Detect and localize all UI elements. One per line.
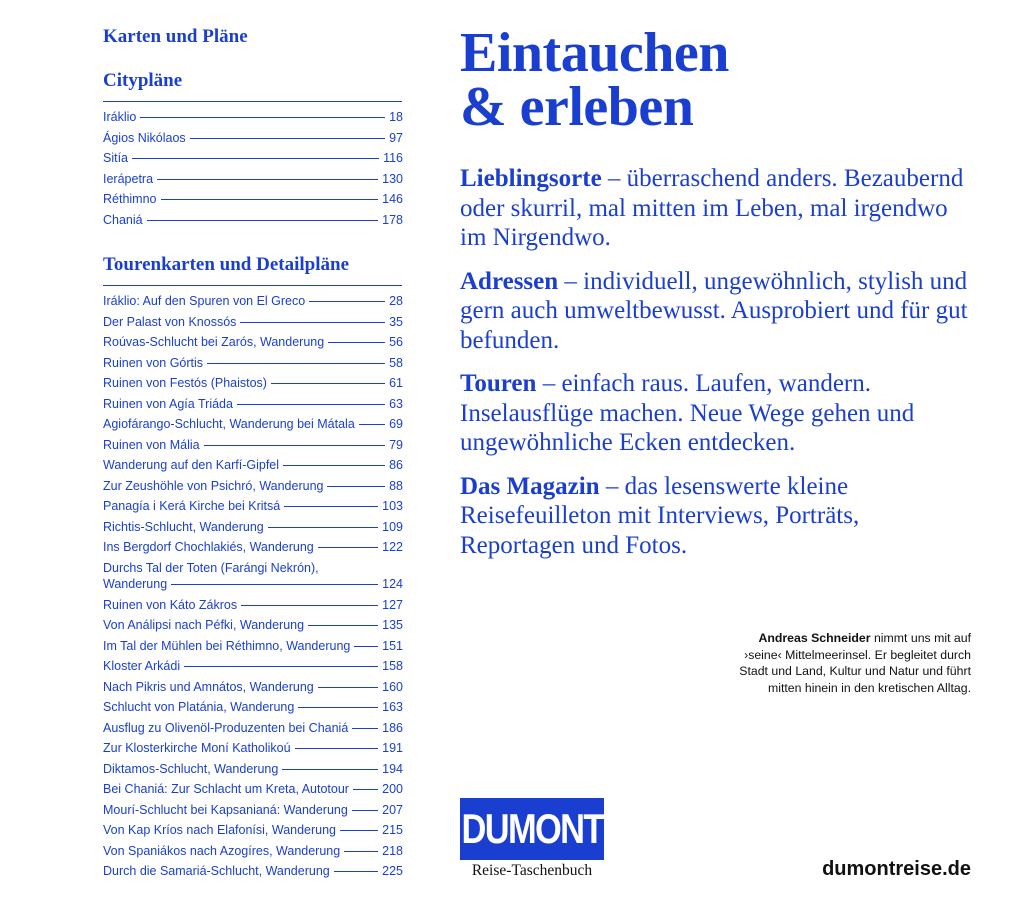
toc-page-number: 103 bbox=[382, 499, 403, 513]
toc-leader bbox=[328, 342, 385, 343]
toc-entry bbox=[103, 738, 403, 759]
toc-page-number: 58 bbox=[389, 355, 403, 370]
feature-list bbox=[460, 164, 980, 560]
toc-page-number: 79 bbox=[389, 437, 403, 452]
table-of-contents bbox=[103, 24, 403, 882]
toc-entry bbox=[103, 656, 403, 677]
toc-entry bbox=[103, 148, 403, 169]
maps-section-title: Karten und Pläne bbox=[103, 26, 248, 47]
toc-leader bbox=[318, 687, 378, 688]
toc-page-number: 151 bbox=[382, 638, 403, 653]
toc-page-number: 28 bbox=[389, 294, 403, 308]
toc-leader bbox=[359, 424, 385, 425]
feature-term: Das Magazin bbox=[460, 472, 600, 500]
toc-entry-title: Mourí-Schlucht bei Kapsanianá: Wanderung bbox=[103, 802, 348, 817]
toc-page-number: 88 bbox=[389, 478, 403, 493]
feature-term: Lieblingsorte bbox=[460, 165, 602, 192]
toc-entry-title: Ruinen von Festós (Phaistos) bbox=[103, 376, 267, 390]
toc-page-number: 215 bbox=[382, 823, 403, 837]
toc-entry bbox=[103, 636, 403, 657]
toc-entry-title: Sitía bbox=[103, 151, 129, 165]
toc-leader bbox=[282, 769, 378, 770]
feature-paragraph bbox=[460, 267, 980, 356]
toc-entry bbox=[103, 800, 403, 821]
toc-leader bbox=[327, 486, 385, 487]
toc-leader bbox=[334, 871, 378, 872]
feature-paragraph bbox=[460, 164, 980, 253]
toc-entry-title: Chaniá bbox=[103, 212, 143, 227]
toc-entry bbox=[103, 394, 403, 415]
toc-entry bbox=[103, 353, 403, 374]
toc-entry-title: Richtis-Schlucht, Wanderung bbox=[103, 519, 264, 534]
toc-page-number: 61 bbox=[389, 376, 403, 390]
toc-entry bbox=[103, 435, 403, 456]
toc-page-number: 160 bbox=[382, 679, 403, 694]
toc-entry bbox=[103, 496, 403, 517]
toc-entry bbox=[103, 677, 403, 698]
toc-entry-title: Diktamos-Schlucht, Wanderung bbox=[103, 761, 279, 776]
toc-leader bbox=[271, 383, 385, 384]
toc-leader bbox=[204, 445, 386, 446]
toc-entry bbox=[103, 107, 403, 128]
toc-entry bbox=[103, 537, 403, 558]
toc-leader bbox=[295, 748, 379, 749]
toc-entry bbox=[103, 169, 403, 190]
dumont-logo bbox=[460, 798, 604, 882]
toc-page-number: 207 bbox=[382, 802, 403, 817]
feature-paragraph bbox=[460, 472, 980, 561]
toc-leader bbox=[140, 117, 385, 118]
city-maps-rule bbox=[103, 101, 402, 102]
toc-entry-title: Zur Zeushöhle von Psichró, Wanderung bbox=[103, 478, 324, 493]
toc-entry-row bbox=[103, 576, 403, 593]
toc-page-number: 178 bbox=[382, 212, 403, 227]
tour-maps-list bbox=[103, 291, 403, 882]
series-name: Reise-Taschenbuch bbox=[471, 862, 593, 879]
toc-entry bbox=[103, 476, 403, 497]
toc-leader bbox=[171, 584, 378, 585]
toc-page-number: 200 bbox=[382, 782, 403, 796]
toc-entry bbox=[103, 414, 403, 435]
toc-entry-title: Nach Pikris und Amnátos, Wanderung bbox=[103, 679, 314, 694]
toc-entry bbox=[103, 189, 403, 210]
toc-entry-title: Ruinen von Mália bbox=[103, 437, 200, 452]
toc-entry bbox=[103, 312, 403, 333]
toc-leader bbox=[132, 158, 379, 159]
city-maps-list bbox=[103, 107, 403, 230]
toc-entry-title: Ruinen von Káto Zákros bbox=[103, 597, 238, 612]
toc-page-number: 124 bbox=[382, 577, 403, 591]
toc-leader bbox=[308, 625, 378, 626]
toc-page-number: 86 bbox=[389, 458, 403, 472]
logo-wordmark: DUMONT bbox=[461, 805, 603, 852]
toc-entry bbox=[103, 615, 403, 636]
toc-entry-title: Von Análipsi nach Péfki, Wanderung bbox=[103, 618, 305, 632]
toc-entry-title: Iráklio: Auf den Spuren von El Greco bbox=[103, 294, 306, 308]
toc-page-number: 109 bbox=[382, 519, 403, 534]
toc-leader bbox=[184, 666, 378, 667]
feature-paragraph bbox=[460, 369, 980, 458]
toc-entry bbox=[103, 558, 403, 595]
toc-page-number: 194 bbox=[382, 761, 403, 776]
toc-entry-title: Ruinen von Górtis bbox=[103, 355, 204, 370]
toc-page-number: 218 bbox=[382, 843, 403, 858]
toc-entry-title: Durchs Tal der Toten (Farángi Nekrón), bbox=[103, 560, 319, 575]
toc-page-number: 127 bbox=[382, 597, 403, 612]
toc-leader bbox=[237, 404, 385, 405]
toc-entry-title: Agiofárango-Schlucht, Wanderung bei Mátala bbox=[103, 417, 355, 431]
toc-entry-title: Im Tal der Mühlen bei Réthimno, Wanderung bbox=[103, 638, 351, 653]
toc-page-number: 116 bbox=[383, 151, 403, 165]
toc-entry-title: Ágios Nikólaos bbox=[103, 130, 186, 145]
tour-maps-heading: Tourenkarten und Detailpläne bbox=[103, 254, 349, 275]
toc-entry bbox=[103, 455, 403, 476]
toc-leader bbox=[284, 506, 378, 507]
toc-page-number: 191 bbox=[382, 741, 403, 755]
toc-entry bbox=[103, 595, 403, 616]
toc-page-number: 186 bbox=[382, 720, 403, 735]
toc-page-number: 63 bbox=[389, 396, 403, 411]
toc-entry-title: Ierápetra bbox=[103, 171, 154, 186]
toc-leader bbox=[157, 179, 378, 180]
toc-entry bbox=[103, 718, 403, 739]
feature-term: Adressen bbox=[460, 267, 559, 295]
toc-leader bbox=[340, 830, 378, 831]
feature-text: – überraschend anders. Bezaubernd oder skurril, mal mitten im Leben, mal irgendwo im Nirgendwo. bbox=[460, 165, 964, 251]
toc-entry-title: Panagía i Kerá Kirche bei Kritsá bbox=[103, 499, 281, 513]
toc-entry bbox=[103, 291, 403, 312]
toc-leader bbox=[318, 547, 378, 548]
toc-entry bbox=[103, 779, 403, 800]
toc-entry bbox=[103, 759, 403, 780]
toc-page-number: 97 bbox=[389, 130, 403, 145]
toc-page-number: 35 bbox=[389, 314, 403, 329]
toc-leader bbox=[161, 199, 379, 200]
toc-page-number: 135 bbox=[382, 618, 403, 632]
toc-entry bbox=[103, 841, 403, 862]
website-url: dumontreise.de bbox=[822, 858, 971, 880]
toc-entry-title: Schlucht von Platánia, Wanderung bbox=[103, 700, 295, 714]
promo-headline bbox=[460, 22, 980, 138]
toc-entry-title: Kloster Arkádi bbox=[103, 659, 181, 673]
toc-entry bbox=[103, 697, 403, 718]
toc-entry bbox=[103, 332, 403, 353]
tour-maps-rule bbox=[103, 285, 402, 286]
toc-leader bbox=[241, 605, 378, 606]
toc-entry-title: Ausflug zu Olivenöl-Produzenten bei Chaniá bbox=[103, 720, 349, 735]
logo-box bbox=[460, 798, 604, 860]
toc-page-number: 158 bbox=[382, 659, 403, 673]
feature-text: – das lesenswerte kleine Reisefeuilleton mit Interviews, Porträts, Reportagen und Fotos. bbox=[460, 472, 860, 559]
toc-entry-title: Réthimno bbox=[103, 192, 157, 206]
feature-text: – einfach raus. Laufen, wandern. Inselausflüge machen. Neue Wege gehen und ungewöhnliche Ecken entdecken. bbox=[460, 370, 915, 456]
toc-entry-title: Durch die Samariá-Schlucht, Wanderung bbox=[103, 864, 330, 878]
toc-page-number: 163 bbox=[382, 700, 403, 714]
toc-leader bbox=[352, 728, 378, 729]
toc-entry-title: Roúvas-Schlucht bei Zarós, Wanderung bbox=[103, 335, 325, 349]
toc-leader bbox=[298, 707, 378, 708]
toc-entry bbox=[103, 373, 403, 394]
toc-leader bbox=[207, 363, 385, 364]
toc-leader bbox=[352, 810, 378, 811]
author-blurb bbox=[731, 630, 971, 696]
toc-entry-title: Bei Chaniá: Zur Schlacht um Kreta, Autotour bbox=[103, 782, 349, 796]
feature-term: Touren bbox=[460, 370, 537, 397]
headline-line-2: & erleben bbox=[460, 76, 694, 138]
toc-entry bbox=[103, 861, 403, 882]
toc-leader bbox=[240, 322, 385, 323]
city-maps-heading: Citypläne bbox=[103, 70, 183, 91]
toc-leader bbox=[147, 220, 379, 221]
toc-entry-title: Ins Bergdorf Chochlakiés, Wanderung bbox=[103, 540, 314, 554]
toc-page-number: 69 bbox=[389, 417, 403, 431]
toc-entry-title: Von Kap Kríos nach Elafonísi, Wanderung bbox=[103, 823, 337, 837]
toc-page-number: 18 bbox=[389, 110, 403, 124]
toc-entry-title-cont: Wanderung bbox=[103, 577, 168, 591]
toc-page-number: 130 bbox=[382, 171, 403, 186]
toc-leader bbox=[190, 138, 385, 139]
promo-panel bbox=[460, 22, 980, 560]
toc-leader bbox=[283, 465, 385, 466]
author-text: nimmt uns mit auf ›seine‹ Mittelmeerinsel. Er begleitet durch Stadt und Land, Kultur und Natur und führt mitten hinein in den kretischen Alltag. bbox=[739, 631, 971, 695]
toc-entry-title: Iráklio bbox=[103, 110, 137, 124]
toc-entry bbox=[103, 820, 403, 841]
toc-entry bbox=[103, 210, 403, 231]
toc-entry bbox=[103, 517, 403, 538]
toc-leader bbox=[268, 527, 378, 528]
toc-leader bbox=[344, 851, 378, 852]
toc-page-number: 56 bbox=[389, 335, 403, 349]
author-name: Andreas Schneider bbox=[758, 631, 871, 645]
toc-entry-title: Der Palast von Knossós bbox=[103, 314, 237, 329]
toc-leader bbox=[354, 646, 378, 647]
toc-page-number: 225 bbox=[382, 864, 403, 878]
toc-leader bbox=[353, 789, 378, 790]
feature-text: – individuell, ungewöhnlich, stylish und gern auch umweltbewusst. Ausprobiert und für gut befunden. bbox=[460, 267, 968, 354]
toc-entry-title: Wanderung auf den Karfí-Gipfel bbox=[103, 458, 280, 472]
toc-entry-title: Zur Klosterkirche Moní Katholikoú bbox=[103, 741, 291, 755]
toc-entry bbox=[103, 128, 403, 149]
toc-entry-title: Von Spaniákos nach Azogíres, Wanderung bbox=[103, 843, 341, 858]
headline-line-1: Eintauchen bbox=[460, 22, 729, 84]
toc-leader bbox=[309, 301, 385, 302]
toc-page-number: 146 bbox=[382, 192, 403, 206]
toc-entry-title: Ruinen von Agía Triáda bbox=[103, 396, 233, 411]
toc-page-number: 122 bbox=[382, 540, 403, 554]
